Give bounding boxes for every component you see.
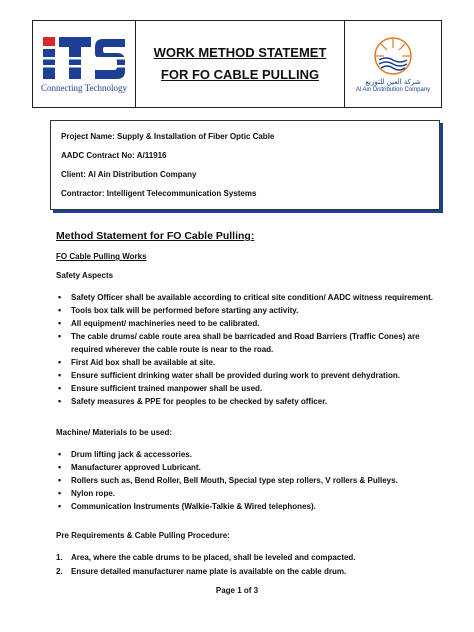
procedure-heading: Pre Requirements & Cable Pulling Procedure: [56, 531, 230, 540]
list-item: • Ensure sufficient trained manpower shall be used. [56, 382, 436, 395]
its-logo [33, 21, 136, 107]
list-item: • Drum lifting jack & accessories. [56, 448, 436, 461]
materials-heading: Machine/ Materials to be used: [56, 428, 173, 437]
list-item: • Communication Instruments (Walkie-Talkie & Wired telephones). [56, 500, 436, 513]
document-header [32, 20, 442, 108]
list-item: • Safety Officer shall be available according to critical site condition/ AADC witness requirement. [56, 291, 436, 304]
list-item: • All equipment/ machineries need to be calibrated. [56, 317, 436, 330]
step-number: 1. [56, 553, 63, 562]
list-item: • Manufacturer approved Lubricant. [56, 461, 436, 474]
list-item: • Nylon rope. [56, 487, 436, 500]
step-text: Area, where the cable drums to be placed, shall be leveled and compacted. [71, 553, 356, 562]
list-item: • Safety measures & PPE for peoples to be checked by safety officer. [56, 395, 436, 408]
list-item: • Rollers such as, Bend Roller, Bell Mouth, Special type step rollers, V rollers & Pulleys. [56, 474, 436, 487]
aadc-arabic-name: شركة العين للتوزيع [365, 77, 421, 86]
list-item [56, 565, 436, 579]
list-item: • Ensure sufficient drinking water shall be provided during work to prevent dehydration. [56, 369, 436, 382]
client-name: Client: Al Ain Distribution Company [61, 170, 197, 179]
aadc-english-name: Al Ain Distribution Company [355, 86, 431, 93]
list-item: • The cable drums/ cable route area shall be barricaded and Road Barriers (Traffic Cones) are required wherever the cable route is near to the road. [56, 330, 436, 356]
list-item: • Tools box talk will be performed before starting any activity. [56, 304, 436, 317]
aadc-sun-icon [373, 36, 413, 76]
contract-number: AADC Contract No: A/11916 [61, 151, 167, 160]
step-text: Ensure detailed manufacturer name plate is available on the cable drum. [71, 567, 347, 576]
contractor-name: Contractor: Intelligent Telecommunication Systems [61, 189, 257, 198]
its-tagline: Connecting Technology [41, 83, 127, 93]
section-title: Method Statement for FO Cable Pulling: [56, 230, 255, 242]
page-number: Page 1 of 3 [215, 586, 259, 595]
aadc-logo [345, 21, 441, 107]
project-name: Project Name: Supply & Installation of Fiber Optic Cable [61, 132, 275, 141]
title-line-1: WORK METHOD STATEMET [153, 45, 327, 60]
procedure-list [56, 551, 436, 579]
list-item [56, 551, 436, 565]
step-number: 2. [56, 567, 63, 576]
materials-list [56, 448, 436, 513]
list-item: • First Aid box shall be available at site. [56, 356, 436, 369]
safety-list [56, 291, 436, 408]
title-line-2: FOR FO CABLE PULLING [160, 67, 320, 82]
its-logo-mark [41, 35, 127, 81]
safety-heading: Safety Aspects [56, 271, 114, 280]
project-info-box [50, 120, 440, 210]
subheading: FO Cable Pulling Works [56, 252, 147, 261]
its-logo-icon [41, 35, 127, 81]
document-title [136, 21, 345, 107]
